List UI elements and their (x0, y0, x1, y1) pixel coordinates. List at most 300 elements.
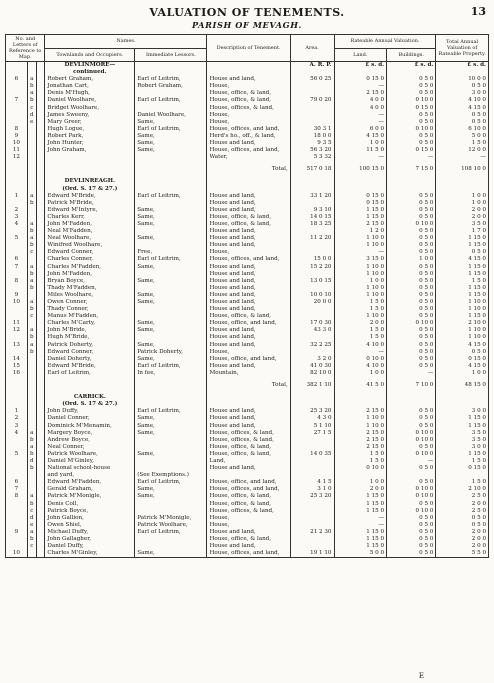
ref-number: 5 (6, 235, 28, 242)
occupier-name: Patrick M'Monigle, (45, 493, 135, 500)
occupier-name: Edward M'Intyre, (45, 207, 135, 214)
ref-letter: e (27, 522, 36, 529)
land-valuation: 6 0 0 (334, 126, 387, 133)
total-valuation: 2 0 0 (436, 536, 489, 543)
table-row (6, 147, 489, 154)
section-heading-row (6, 69, 489, 76)
table-row (6, 235, 489, 242)
area-value: 3 2 0 (290, 356, 334, 363)
buildings-valuation: 0 5 0 (387, 543, 436, 550)
tenement-description: House and land, (207, 278, 290, 285)
area-value: 14 0 15 (290, 214, 334, 221)
tenement-description: House and land, (207, 543, 290, 550)
buildings-valuation: 0 5 0 (387, 515, 436, 522)
ref-letter: b (27, 349, 36, 356)
area-value (290, 458, 334, 465)
ref-letter (27, 394, 36, 401)
area-value: 20 0 0 (290, 299, 334, 306)
total-valuation: 0 5 0 (436, 522, 489, 529)
buildings-valuation: — (387, 154, 436, 161)
ref-letter (27, 292, 36, 299)
total-valuation: 3 0 0 (436, 444, 489, 451)
area-value: 517 0 18 (290, 166, 334, 173)
ref-number: 10 (6, 550, 28, 558)
buildings-valuation: 0 5 0 (387, 264, 436, 271)
ref-extra (36, 207, 45, 214)
area-value: 3 1 0 (290, 486, 334, 493)
total-valuation: 4 15 0 (436, 105, 489, 112)
ref-extra (36, 394, 45, 401)
buildings-valuation: 0 10 0 (387, 508, 436, 515)
ref-extra (36, 508, 45, 515)
table-row (6, 207, 489, 214)
tenement-description: House and land, (207, 264, 290, 271)
ref-number (6, 186, 28, 193)
total-valuation: 0 5 0 (436, 249, 489, 256)
table-row (6, 292, 489, 299)
ref-number (6, 112, 28, 119)
occupier-name: Neal M'Fadden, (45, 228, 135, 235)
ref-extra (36, 522, 45, 529)
lessor-name: Same, (135, 133, 207, 140)
land-valuation: 5 0 0 (334, 550, 387, 558)
col-lessors: Immediate Lessors. (135, 48, 207, 62)
buildings-valuation: 1 0 0 (387, 256, 436, 263)
total-valuation: 2 0 0 (436, 543, 489, 550)
ref-letter (27, 154, 36, 161)
area-value: 19 1 10 (290, 550, 334, 558)
area-value (290, 437, 334, 444)
buildings-valuation: 0 15 0 (387, 147, 436, 154)
occupier-name: Daniel Conner, (45, 415, 135, 422)
total-valuation: — (436, 154, 489, 161)
ref-extra (36, 437, 45, 444)
occupier-name: John Gallagher, (45, 536, 135, 543)
buildings-valuation: 0 5 0 (387, 90, 436, 97)
ref-extra (36, 472, 45, 479)
buildings-valuation (387, 178, 436, 185)
ref-number: 8 (6, 278, 28, 285)
ref-extra (36, 264, 45, 271)
ref-extra (36, 133, 45, 140)
land-valuation: 0 10 0 (334, 356, 387, 363)
area-value (290, 200, 334, 207)
buildings-valuation: — (387, 370, 436, 377)
ref-extra (36, 278, 45, 285)
area-value (290, 178, 334, 185)
land-valuation: 1 5 0 (334, 451, 387, 458)
ref-letter: a (27, 529, 36, 536)
table-row (6, 249, 489, 256)
ref-extra (36, 166, 45, 173)
ref-extra (36, 186, 45, 193)
lessor-name: Same, (135, 415, 207, 422)
table-row (6, 508, 489, 515)
lessor-name (135, 306, 207, 313)
total-valuation (436, 178, 489, 185)
lessor-name (135, 437, 207, 444)
land-valuation: 1 0 0 (334, 140, 387, 147)
ref-extra (36, 529, 45, 536)
table-row (6, 83, 489, 90)
table-row (6, 408, 489, 415)
table-row (6, 133, 489, 140)
lessor-name (135, 382, 207, 389)
total-valuation (436, 401, 489, 408)
ref-letter: b (27, 285, 36, 292)
occupier-name: Edward M'Bride, (45, 193, 135, 200)
occupier-name: Robert Graham, (45, 76, 135, 83)
ref-number: 10 (6, 140, 28, 147)
tenement-description: House and land, (207, 285, 290, 292)
ref-extra (36, 334, 45, 341)
total-valuation: 1 5 0 (436, 458, 489, 465)
occupier-name: John Duffy, (45, 408, 135, 415)
ref-letter (27, 408, 36, 415)
tenement-description: House and land, (207, 334, 290, 341)
occupier-name: Hugh M'Bride, (45, 334, 135, 341)
total-valuation: 1 15 0 (436, 264, 489, 271)
area-value (290, 69, 334, 76)
ref-letter: b (27, 465, 36, 472)
ref-extra (36, 493, 45, 500)
area-value (290, 271, 334, 278)
ref-extra (36, 479, 45, 486)
total-valuation: 1 15 0 (436, 242, 489, 249)
ref-letter: d (27, 112, 36, 119)
tenement-description (207, 394, 290, 401)
ref-extra (36, 97, 45, 104)
total-valuation: 1 10 0 (436, 299, 489, 306)
land-valuation: 1 15 0 (334, 214, 387, 221)
total-valuation: 1 5 0 (436, 278, 489, 285)
ref-extra (36, 536, 45, 543)
land-valuation (334, 186, 387, 193)
table-row (6, 90, 489, 97)
tenement-description: House and land, (207, 529, 290, 536)
lessor-name (135, 186, 207, 193)
land-valuation: 1 10 0 (334, 415, 387, 422)
lessor-name: Earl of Leitrim, (135, 479, 207, 486)
lessor-name (135, 242, 207, 249)
buildings-valuation: 0 5 0 (387, 327, 436, 334)
area-value: 32 2 25 (290, 342, 334, 349)
table-row (6, 465, 489, 472)
total-valuation: 1 0 0 (436, 193, 489, 200)
ref-number: 7 (6, 486, 28, 493)
area-value (290, 306, 334, 313)
table-row (6, 221, 489, 228)
land-valuation: 2 15 0 (334, 408, 387, 415)
occupier-name: John Gallion, (45, 515, 135, 522)
buildings-valuation: 0 5 0 (387, 423, 436, 430)
ref-letter: b (27, 200, 36, 207)
valuation-table (5, 34, 489, 558)
occupier-name: Edward Conner, (45, 249, 135, 256)
buildings-valuation (387, 186, 436, 193)
ref-number (6, 228, 28, 235)
area-value (290, 501, 334, 508)
buildings-valuation: 0 5 0 (387, 235, 436, 242)
buildings-valuation: 0 5 0 (387, 278, 436, 285)
ref-extra (36, 299, 45, 306)
total-valuation: 1 15 0 (436, 271, 489, 278)
land-valuation: 3 15 0 (334, 256, 387, 263)
lessor-name (135, 313, 207, 320)
land-valuation: 1 10 0 (334, 264, 387, 271)
total-valuation: 5 0 0 (436, 133, 489, 140)
land-valuation: 0 15 0 (334, 200, 387, 207)
ref-letter (27, 356, 36, 363)
buildings-valuation: 0 5 0 (387, 465, 436, 472)
land-valuation: 2 15 0 (334, 221, 387, 228)
ref-number: 6 (6, 256, 28, 263)
col-rateable: Rateable Annual Valuation. (334, 35, 436, 49)
ref-number (6, 69, 28, 76)
ref-extra (36, 444, 45, 451)
area-value (290, 119, 334, 126)
total-valuation (436, 69, 489, 76)
ref-extra (36, 147, 45, 154)
buildings-valuation: 0 5 0 (387, 200, 436, 207)
area-value: 18 3 25 (290, 221, 334, 228)
total-valuation: 0 5 0 (436, 349, 489, 356)
area-value: 11 2 20 (290, 235, 334, 242)
buildings-valuation: 0 5 0 (387, 550, 436, 558)
occupier-name: Michael Duffy, (45, 529, 135, 536)
ref-letter (27, 256, 36, 263)
ref-letter: a (27, 264, 36, 271)
col-names: Names. (45, 35, 207, 49)
lessor-name: Patrick Doherty, (135, 349, 207, 356)
buildings-valuation: 7 10 0 (387, 382, 436, 389)
total-valuation: 48 15 0 (436, 382, 489, 389)
ref-letter: b (27, 334, 36, 341)
table-row (6, 363, 489, 370)
ref-extra (36, 408, 45, 415)
buildings-valuation: 0 5 0 (387, 334, 436, 341)
lessor-name (135, 334, 207, 341)
col-ref: No. and Letters of Reference to Map. (6, 35, 45, 62)
land-valuation: 1 15 0 (334, 529, 387, 536)
land-valuation (334, 472, 387, 479)
ref-number (6, 119, 28, 126)
lessor-name (135, 105, 207, 112)
ref-letter (27, 62, 36, 70)
ref-number (6, 543, 28, 550)
buildings-valuation: 0 5 0 (387, 249, 436, 256)
area-value (290, 444, 334, 451)
buildings-valuation (387, 394, 436, 401)
tenement-description: House, offices, and land, (207, 486, 290, 493)
occupier-name: John M'Fadden, (45, 221, 135, 228)
table-row (6, 370, 489, 377)
occupier-name: Daniel Duffy, (45, 543, 135, 550)
ref-letter (27, 320, 36, 327)
lessor-name: Earl of Leitrim, (135, 76, 207, 83)
ref-number (6, 508, 28, 515)
ref-number (6, 271, 28, 278)
lessor-name: Same, (135, 299, 207, 306)
buildings-valuation: 0 5 0 (387, 193, 436, 200)
ref-extra (36, 349, 45, 356)
land-valuation: 4 0 0 (334, 105, 387, 112)
occupier-name: Daniel Woolhare, (45, 97, 135, 104)
buildings-valuation: 0 5 0 (387, 313, 436, 320)
ref-number (6, 515, 28, 522)
land-valuation: 1 5 0 (334, 327, 387, 334)
section-heading-row (6, 394, 489, 401)
tenement-description: House, offices, & land, (207, 105, 290, 112)
tenement-description: House and land, (207, 235, 290, 242)
lessor-name: Same, (135, 486, 207, 493)
tenement-description: House, offices, and land, (207, 256, 290, 263)
lessor-name (135, 69, 207, 76)
table-row (6, 320, 489, 327)
land-valuation: — (334, 249, 387, 256)
occupier-name: Miles Woolhare, (45, 292, 135, 299)
tenement-description: Total, (207, 382, 290, 389)
area-value: 82 10 0 (290, 370, 334, 377)
tenement-description (207, 178, 290, 185)
buildings-valuation: 0 5 0 (387, 356, 436, 363)
ref-number: 9 (6, 292, 28, 299)
table-row (6, 119, 489, 126)
ref-number (6, 382, 28, 389)
ref-letter: b (27, 97, 36, 104)
occupier-name: DEVLINMORE— (45, 62, 135, 70)
section-heading-row (6, 62, 489, 70)
ref-extra (36, 458, 45, 465)
land-valuation: 1 10 0 (334, 313, 387, 320)
land-valuation: 1 0 0 (334, 278, 387, 285)
tenement-description: House, (207, 112, 290, 119)
tenement-description: House, office, & land, (207, 221, 290, 228)
occupier-name: continued. (45, 69, 135, 76)
land-valuation: — (334, 83, 387, 90)
col-occupiers: Townlands and Occupiers. (45, 48, 135, 62)
lessor-name (135, 285, 207, 292)
lessor-name: Free, (135, 249, 207, 256)
col-area: Area. (290, 35, 334, 62)
total-valuation: 1 15 0 (436, 423, 489, 430)
table-row (6, 126, 489, 133)
ref-extra (36, 235, 45, 242)
buildings-valuation: 0 10 0 (387, 221, 436, 228)
ref-extra (36, 228, 45, 235)
table-row (6, 271, 489, 278)
table-row (6, 76, 489, 83)
total-valuation: 4 15 0 (436, 342, 489, 349)
ref-letter: a (27, 278, 36, 285)
tenement-description: House and land, (207, 76, 290, 83)
ref-letter (27, 207, 36, 214)
table-row (6, 444, 489, 451)
land-valuation: 1 15 0 (334, 536, 387, 543)
tenement-description: House and land, (207, 299, 290, 306)
area-value: 13 0 15 (290, 278, 334, 285)
area-value (290, 186, 334, 193)
occupier-name: John Graham, (45, 147, 135, 154)
lessor-name: Earl of Leitrim, (135, 408, 207, 415)
occupier-name: Edward M'Fadden, (45, 479, 135, 486)
col-description: Description of Tenement. (207, 35, 290, 62)
table-row (6, 515, 489, 522)
land-valuation (334, 401, 387, 408)
tenement-description: House and land, (207, 465, 290, 472)
land-valuation: 1 0 0 (334, 370, 387, 377)
ref-letter: a (27, 90, 36, 97)
lessor-name (135, 501, 207, 508)
tenement-description: House, offices, & land, (207, 508, 290, 515)
occupier-name: John M'Fadden, (45, 271, 135, 278)
ref-letter: b (27, 501, 36, 508)
buildings-valuation: 0 5 0 (387, 133, 436, 140)
tenement-description: House, office, and land, (207, 320, 290, 327)
tenement-description: Herd's ho., off., & land, (207, 133, 290, 140)
table-row (6, 472, 489, 479)
lessor-name: Same, (135, 147, 207, 154)
tenement-description: House and land, (207, 327, 290, 334)
buildings-valuation: 0 5 0 (387, 522, 436, 529)
table-row (6, 228, 489, 235)
ref-letter (27, 363, 36, 370)
total-valuation (436, 186, 489, 193)
land-valuation: — (334, 349, 387, 356)
tenement-description: Water, (207, 154, 290, 161)
tenement-description: House, (207, 349, 290, 356)
lessor-name (135, 401, 207, 408)
tenement-description: House and land, (207, 408, 290, 415)
table-row (6, 327, 489, 334)
occupier-name: Earl of Leitrim, (45, 370, 135, 377)
tenement-description (207, 472, 290, 479)
section-heading-row (6, 401, 489, 408)
land-valuation: 4 10 0 (334, 342, 387, 349)
parish-heading: PARISH OF MEVAGH. (192, 20, 302, 30)
occupier-name: Thady M'Fadden, (45, 285, 135, 292)
occupier-name: Edward M'Bride, (45, 363, 135, 370)
ref-number (6, 334, 28, 341)
table-row (6, 493, 489, 500)
area-value: 56 3 20 (290, 147, 334, 154)
ref-extra (36, 90, 45, 97)
ref-number: 12 (6, 154, 28, 161)
ref-extra (36, 382, 45, 389)
lessor-name (135, 62, 207, 70)
tenement-description: House, office, and land, (207, 479, 290, 486)
ref-letter: a (27, 193, 36, 200)
area-value (290, 334, 334, 341)
ref-letter (27, 382, 36, 389)
occupier-name: (Ord. S. 17 & 27.) (45, 401, 135, 408)
tenement-description: House and land, (207, 228, 290, 235)
land-valuation: 1 15 0 (334, 543, 387, 550)
ref-letter: d (27, 458, 36, 465)
area-value: 25 3 20 (290, 408, 334, 415)
ref-letter: c (27, 105, 36, 112)
ref-extra (36, 256, 45, 263)
ref-letter: c (27, 249, 36, 256)
tenement-description: House, office, & land, (207, 444, 290, 451)
tenement-description: House, (207, 119, 290, 126)
total-valuation: 2 10 0 (436, 486, 489, 493)
buildings-valuation: 0 5 0 (387, 76, 436, 83)
ref-number: 1 (6, 408, 28, 415)
occupier-name: Charles M'Carty, (45, 320, 135, 327)
total-valuation: 2 0 0 (436, 214, 489, 221)
area-value (290, 285, 334, 292)
